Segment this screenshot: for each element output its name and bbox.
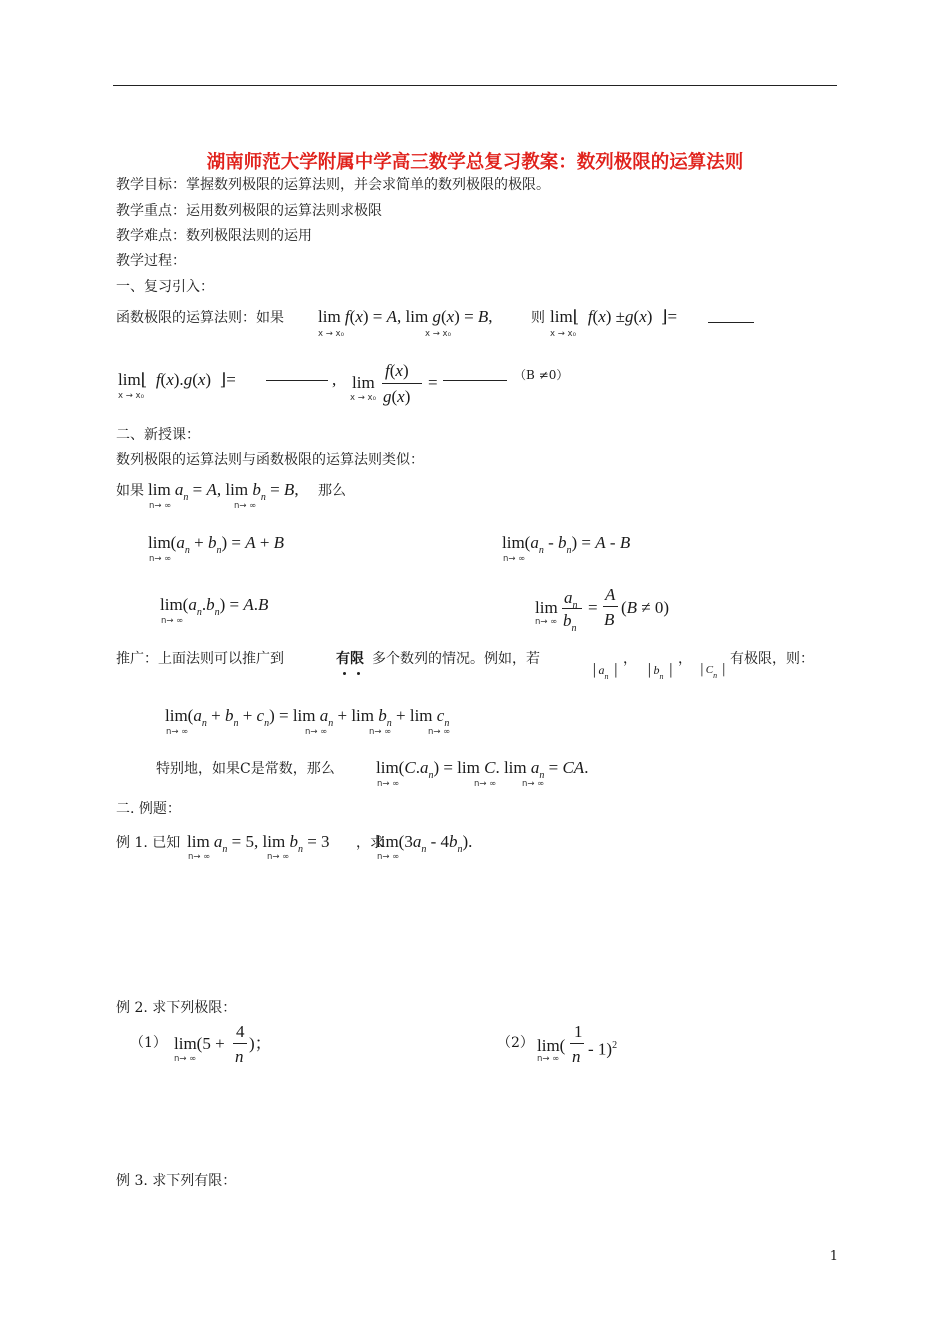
- formula-sub: n→ ∞: [149, 501, 172, 511]
- example-1-a: 例 1. 已知: [116, 835, 181, 851]
- example-1-given: $\lim a_n = 5$, $\lim b_n = 3$: [187, 832, 330, 855]
- formula-sub: n→ ∞: [166, 727, 189, 737]
- formula-sub: n→ ∞: [174, 1054, 197, 1064]
- similar-text: 数列极限的运算法则与函数极限的运算法则类似：: [116, 452, 424, 468]
- example-2-1-label: （1）: [130, 1035, 167, 1051]
- formula-sub: x → x₀: [550, 329, 576, 339]
- fraction-line: [562, 608, 582, 609]
- formula-sub: x → x₀: [350, 393, 376, 403]
- rule-constant: $\lim(C.a_n) = \lim C$. $\lim a_n$ = CA.: [376, 758, 589, 781]
- formula-sub: n→ ∞: [537, 1054, 560, 1064]
- emphasis-dot: [357, 672, 360, 675]
- frac-1: 1: [574, 1022, 583, 1041]
- equals: =: [588, 598, 598, 617]
- fraction-numerator: f(x): [385, 361, 409, 380]
- section-review-heading: 一、复习引入：: [116, 279, 214, 295]
- comma: ，: [678, 652, 692, 667]
- formula-sub: n→ ∞: [535, 617, 558, 627]
- formula-sub: n→ ∞: [149, 554, 172, 564]
- formula-sub: x → x₀: [118, 391, 144, 401]
- quotient-denom: $b_n$: [563, 611, 577, 634]
- seq-bn: $│b_n$ │: [645, 663, 676, 681]
- equals: =: [428, 373, 438, 392]
- formula-quotient-rule: lim: [352, 373, 375, 392]
- rule-sum: $\lim(a_n + b_n) = A + B$: [148, 533, 285, 556]
- formula-sub: n→ ∞: [428, 727, 451, 737]
- example-1-b: ，求: [356, 835, 384, 851]
- answer-blank: [443, 380, 507, 381]
- teaching-difficulty: 教学难点：数列极限法则的运用: [116, 228, 312, 244]
- close-paren: )；: [249, 1034, 272, 1053]
- example-2: 例 2. 求下列极限：: [116, 1000, 237, 1016]
- quotient-condition: (B ≠ 0): [621, 598, 670, 617]
- seq-an: $│a_n$ │: [590, 663, 621, 681]
- teaching-goal: 教学目标：掌握数列极限的运算法则，并会求简单的数列极限的极限。: [116, 177, 550, 193]
- quotient-numer: $a_n$: [564, 588, 578, 611]
- page-number: 1: [829, 1249, 838, 1264]
- extend-text-c: 有极限，则：: [730, 651, 814, 667]
- example-1-find: $\lim(3a_n - 4b_n)$.: [376, 832, 473, 855]
- seq-cn: $│C_n$ │: [698, 664, 728, 680]
- formula-sub: n→ ∞: [474, 779, 497, 789]
- comma: ，: [623, 652, 637, 667]
- rule-difference: $\lim(a_n - b_n) = A - B$: [502, 533, 631, 556]
- formula-sub: n→ ∞: [234, 501, 257, 511]
- emphasis-dot: [343, 672, 346, 675]
- quotient-a: A: [605, 585, 616, 604]
- page-title: 湖南师范大学附属中学高三数学总复习教案：数列极限的运算法则: [206, 152, 744, 173]
- formula-sub: n→ ∞: [188, 852, 211, 862]
- formula-sub: n→ ∞: [369, 727, 392, 737]
- answer-blank: [266, 380, 328, 381]
- teaching-focus: 教学重点：运用数列极限的运算法则求极限: [116, 203, 382, 219]
- frac-4: 4: [236, 1022, 245, 1041]
- special-case-text: 特别地，如果C是常数，那么: [156, 761, 335, 777]
- if-word: 如果: [116, 483, 144, 499]
- rule-quotient: lim: [535, 598, 558, 617]
- formula-sub: x → x₀: [318, 329, 344, 339]
- fraction-denominator: g(x): [383, 387, 411, 406]
- fraction-line: [603, 606, 618, 607]
- examples-heading: 二. 例题：: [116, 801, 181, 817]
- frac-n: n: [235, 1047, 244, 1066]
- formula-sub: n→ ∞: [305, 727, 328, 737]
- formula-sum-rule: lim⌊ f(x) ±g(x) ⌋=: [550, 307, 678, 326]
- rule-three-sum: $\lim(a_n + b_n + c_n) = \lim a_n + \lim b_n + \lim c_n$: [165, 706, 450, 729]
- fraction-line: [382, 383, 422, 384]
- section-new-heading: 二、新授课：: [116, 427, 200, 443]
- extend-finite: 有限: [336, 651, 364, 667]
- example-2-1-formula: lim(5 +: [174, 1034, 225, 1053]
- quotient-b: B: [604, 610, 615, 629]
- example-2-2-formula: lim(: [537, 1036, 566, 1055]
- fraction-line: [570, 1043, 584, 1044]
- example-3: 例 3. 求下列有限：: [116, 1173, 237, 1189]
- fraction-line: [233, 1043, 247, 1044]
- rule-product: $\lim(a_n.b_n) = A.B$: [160, 595, 269, 618]
- formula-sub: n→ ∞: [267, 852, 290, 862]
- condition-b-nonzero: （B ≠0）: [514, 368, 569, 382]
- extend-text-b: 多个数列的情况。例如，若: [372, 651, 540, 667]
- formula-sub: x → x₀: [425, 329, 451, 339]
- example-2-2-label: （2）: [497, 1035, 534, 1051]
- then-word: 则: [531, 310, 545, 326]
- comma: ,: [332, 370, 337, 389]
- formula-sub: n→ ∞: [377, 852, 400, 862]
- formula-sub: n→ ∞: [161, 616, 184, 626]
- then-word-2: 那么: [318, 483, 346, 499]
- teaching-process: 教学过程：: [116, 253, 186, 269]
- formula-product-rule: lim⌊ f(x).g(x) ⌋=: [118, 370, 236, 389]
- formula-sub: n→ ∞: [522, 779, 545, 789]
- frac-n: n: [572, 1047, 581, 1066]
- function-limit-intro: 函数极限的运算法则：如果: [116, 310, 284, 326]
- header-rule: [113, 85, 837, 86]
- formula-seq-limits: $\lim a_n = A$, $\lim b_n = B$,: [148, 480, 299, 503]
- extend-text-a: 推广：上面法则可以推广到: [116, 651, 284, 667]
- formula-function-limits: lim f(x) = A, lim g(x) = B,: [318, 307, 493, 326]
- formula-sub: n→ ∞: [377, 779, 400, 789]
- formula-sub: n→ ∞: [503, 554, 526, 564]
- answer-blank: [708, 322, 754, 323]
- minus-one: - 1)$^2$: [588, 1039, 618, 1059]
